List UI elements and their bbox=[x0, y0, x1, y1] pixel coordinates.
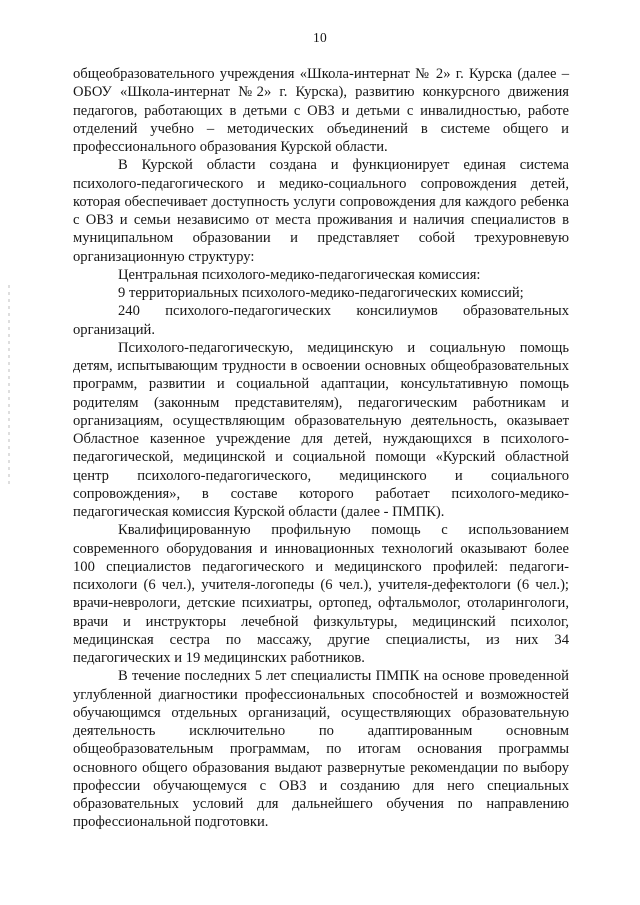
paragraph-continuation: общеобразовательного учреждения «Школа-интернат № 2» г. Курска (далее – ОБОУ «Школа-интернат №2» г. Курска), развитию конкурсного движения педагогов, работающих в детьми с ОВЗ и детьми с инвалидностью, работе отделений учебно – методических объединений в системе общего и профессионального образования Курской области. bbox=[73, 66, 569, 155]
paragraph-center-help: Психолого-педагогическую, медицинскую и социальную помощь детям, испытывающим трудности в освоении основных общеобразовательных программ, развитии и социальной адаптации, консультативную помощь родителям (законным представителям), педагогическим работникам и организациям, осуществляющим образовательную деятельность, оказывает Областное казенное учреждение для детей, нуждающихся в психолого-педагогической, медицинской и социальной помощи «Курский областной центр психолого-педагогического, медицинского и социального сопровождения», в составе которого работает психолого-медико-педагогическая комиссия Курской области (далее - ПМПК). bbox=[73, 339, 569, 520]
list-item-central-commission: Центральная психолого-медико-педагогическая комиссия: bbox=[118, 266, 481, 283]
paragraph-specialists: Квалифицированную профильную помощь с использованием современного оборудования и инновационных технологий оказывают более 100 специалистов педагогического и медицинского профилей: педагоги-психологи (6 чел.), учителя-логопеды (6 чел.), учителя-дефектологи (6 чел.); врачи-неврологи, детские психиатры, ортопед, офтальмолог, отоларингологи, врачи и инструкторы лечебной физкультуры, медицинский психолог, медицинская сестра по массажу, другие специалисты, из них 34 педагогических и 19 медицинских работников. bbox=[73, 522, 569, 666]
page-number: 10 bbox=[312, 30, 328, 45]
scan-margin-artifact bbox=[8, 285, 10, 485]
paragraph-pmpk-recommendations: В течение последних 5 лет специалисты ПМПК на основе проведенной углубленной диагностики профессиональных способностей и возможностей обучающимся отдельных организаций, осуществляющих образовательную деятельность исключительно по адаптированным основным общеобразовательным программам, по итогам основания программы основного общего образования выдают развернутые рекомендации по выбору профессии обучающемуся с ОВЗ и созданию для него специальных образовательных условий для дальнейшего обучения по направлению профессиональной подготовки. bbox=[73, 668, 569, 831]
list-item-councils: 240 психолого-педагогических консилиумов образовательных организаций. bbox=[73, 303, 569, 338]
paragraph-support-system: В Курской области создана и функционирует единая система психолого-педагогического и медико-социального сопровождения детей, которая обеспечивает доступность услуги сопровождения для каждого ребенка с ОВЗ и семьи независимо от места проживания и наличия специалистов в муниципальном образовании и представляет собой трехуровневую организационную структуру: bbox=[73, 157, 569, 265]
document-body bbox=[73, 65, 569, 832]
list-item-territorial-commissions: 9 территориальных психолого-медико-педагогических комиссий; bbox=[118, 285, 524, 301]
